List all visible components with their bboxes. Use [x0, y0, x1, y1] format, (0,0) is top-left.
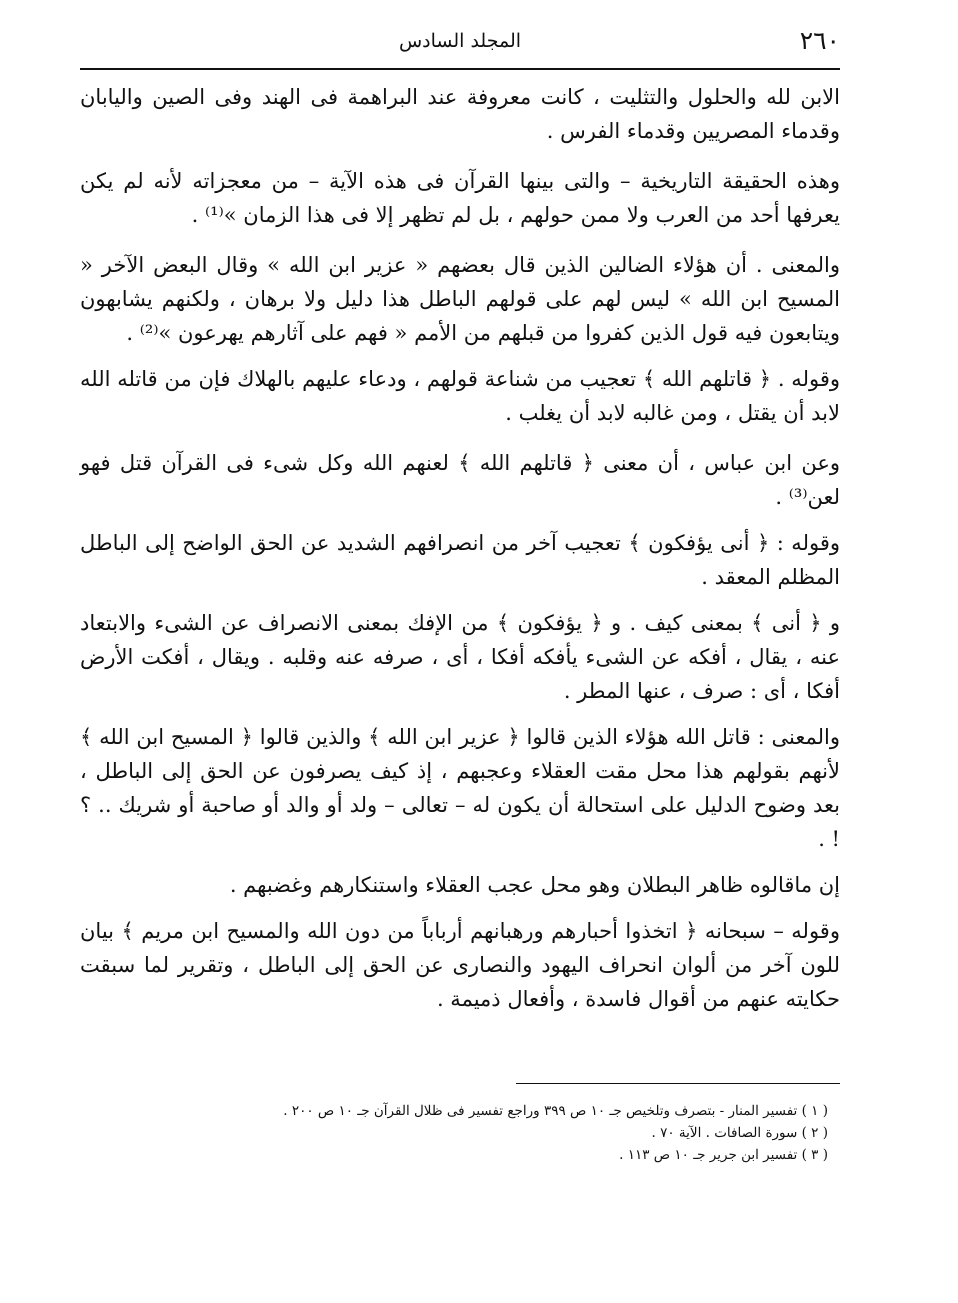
paragraph: والمعنى . أن هؤلاء الضالين الذين قال بعضهم « عزير ابن الله » وقال البعض الآخر « المسيح ابن الله » ليس لهم على قولهم الباطل هذا دليل ولا برهان ، ولكنهم يشابهون ويتابعون فيه قول الذين كفروا من قبلهم من الأمم « فهم على آثارهم يهرعون »⁽²⁾ . — [80, 253, 840, 345]
footnote-rule — [516, 1083, 840, 1084]
footnotes — [110, 1100, 828, 1166]
page-number: ٢٦٠ — [799, 26, 840, 55]
paragraph: إن ماقالوه ظاهر البطلان وهو محل عجب العقلاء واستنكارهم وغضبهم . — [229, 873, 840, 897]
paragraph: وقوله . ﴿ قاتلهم الله ﴾ تعجيب من شناعة قولهم ، ودعاء عليهم بالهلاك فإن من قاتله الله لابد أن يقتل ، ومن غالبه لابد أن يغلب . — [80, 367, 840, 425]
main-text — [80, 80, 840, 1028]
footnote: ( ١ ) تفسير المنار - بتصرف وتلخيص جـ ١٠ ص ٣٩٩ وراجع تفسير فى ظلال القرآن جـ ١٠ ص ٢٠٠ . — [283, 1103, 828, 1119]
paragraph: والمعنى : قاتل الله هؤلاء الذين قالوا ﴿ عزير ابن الله ﴾ والذين قالوا ﴿ المسيح ابن الله ﴾ لأنهم بقولهم هذا محل مقت العقلاء وعجبهم ، إذ كيف يصرفون عن الحق إلى الباطل ، بعد وضوح الدليل على استحالة أن يكون له – تعالى – ولد أو والد أو صاحبة أو شريك .. ؟ ! . — [80, 725, 840, 851]
paragraph: وقوله – سبحانه ﴿ اتخذوا أحبارهم ورهبانهم أرباباً من دون الله والمسيح ابن مريم ﴾ بيان للون آخر من ألوان انحراف اليهود والنصارى عن الحق إلى الباطل ، وتقرير لما سبقت حكايته عنهم من أقوال فاسدة ، وأفعال ذميمة . — [80, 919, 840, 1011]
paragraph: وعن ابن عباس ، أن معنى ﴿ قاتلهم الله ﴾ لعنهم الله وكل شىء فى القرآن قتل فهو لعن⁽³⁾ . — [80, 451, 841, 509]
footnote: ( ٢ ) سورة الصافات . الآية ٧٠ . — [651, 1125, 828, 1141]
page-header — [80, 26, 840, 66]
paragraph: وقوله : ﴿ أنى يؤفكون ﴾ تعجيب آخر من انصرافهم الشديد عن الحق الواضح إلى الباطل المظلم المعقد . — [80, 531, 840, 589]
footnote: ( ٣ ) تفسير ابن جرير جـ ١٠ ص ١١٣ . — [619, 1147, 828, 1163]
header-rule — [80, 68, 840, 70]
paragraph: و ﴿ أنى ﴾ بمعنى كيف . و ﴿ يؤفكون ﴾ من الإفك بمعنى الانصراف عن الشىء والابتعاد عنه ، يقال ، أفكه عن الشىء يأفكه أفكا ، أى ، صرفه عنه وقلبه . ويقال ، أفكت الأرض أفكا ، أى : صرف ، عنها المطر . — [80, 611, 840, 703]
running-title: المجلد السادس — [398, 30, 522, 52]
paragraph: وهذه الحقيقة التاريخية – والتى بينها القرآن فى هذه الآية – من معجزاته لأنه لم يكن يعرفها أحد من العرب ولا ممن حولهم ، بل لم تظهر إلا فى هذا الزمان »⁽¹⁾ . — [80, 169, 840, 227]
paragraph: الابن لله والحلول والتثليت ، كانت معروفة عند البراهمة فى الهند وفى الصين واليابان وقدماء المصريين وقدماء الفرس . — [80, 85, 840, 143]
